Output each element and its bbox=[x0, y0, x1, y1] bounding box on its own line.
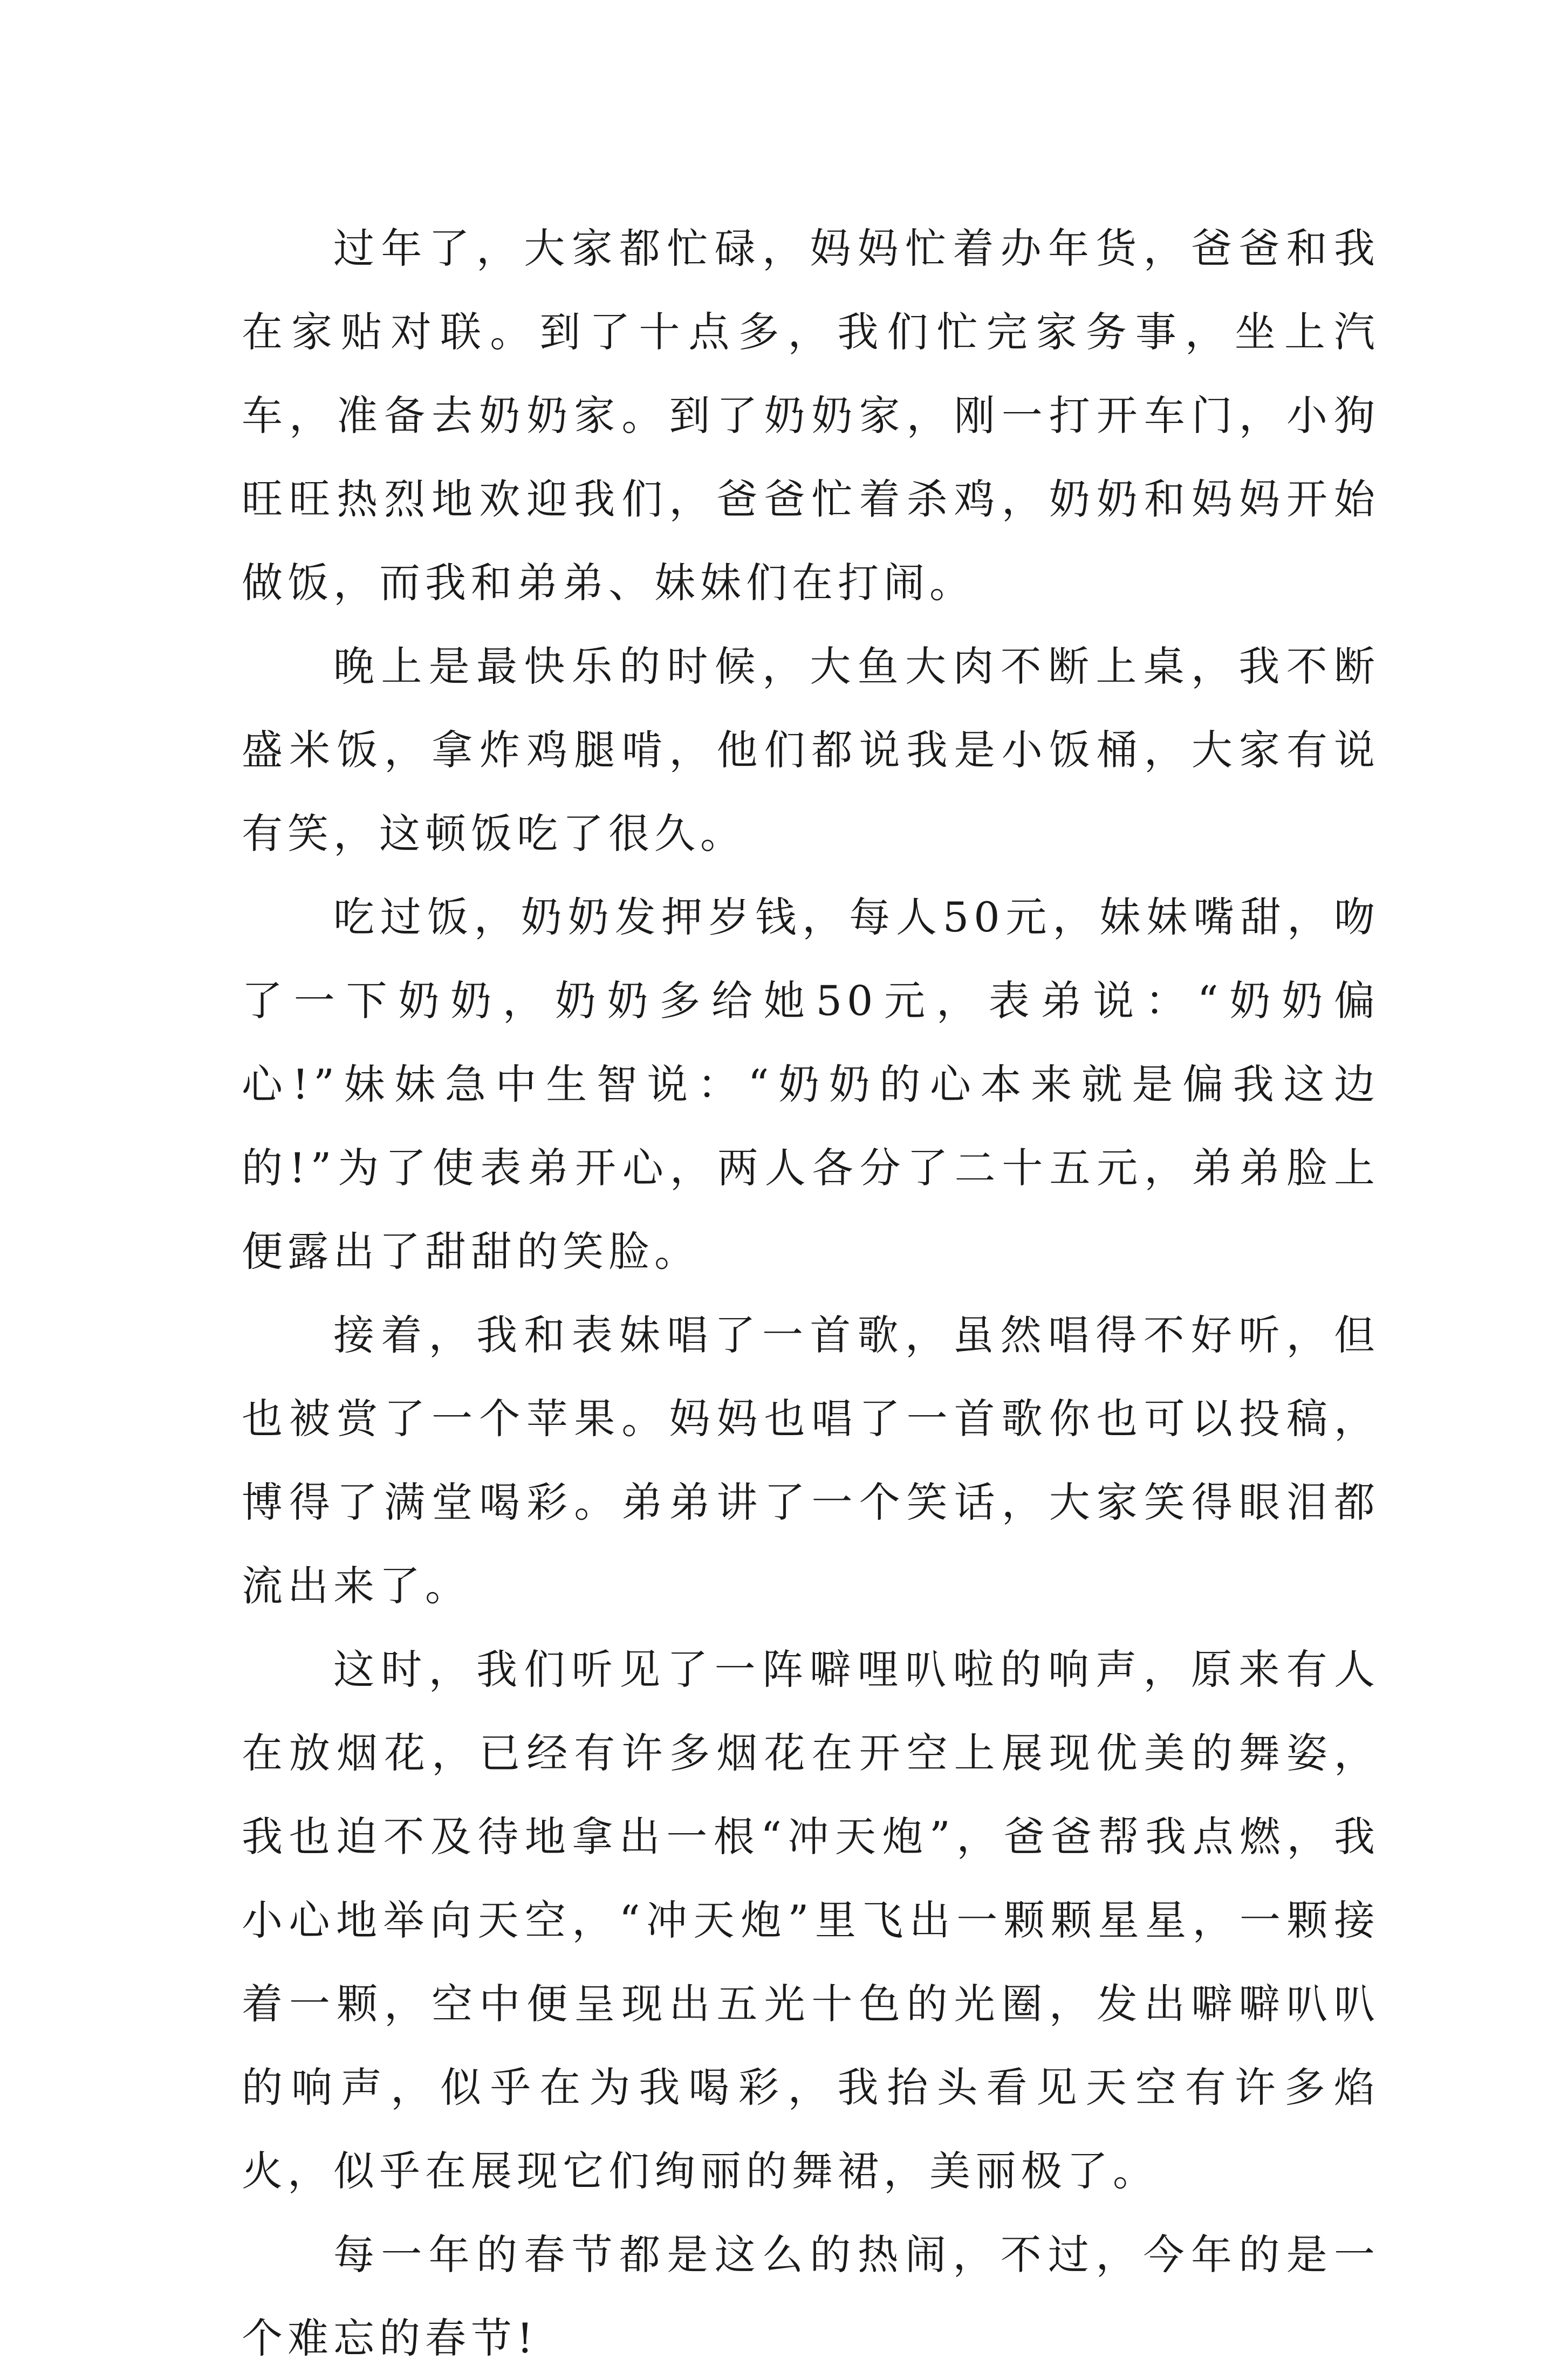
document-body bbox=[242, 207, 1380, 2380]
paragraph-1: 过年了，大家都忙碌，妈妈忙着办年货，爸爸和我在家贴对联。到了十点多，我们忙完家务事，坐上汽车，准备去奶奶家。到了奶奶家，刚一打开车门，小狗旺旺热烈地欢迎我们，爸爸忙着杀鸡，奶奶和妈妈开始做饭，而我和弟弟、妹妹们在打闹。 bbox=[242, 224, 1380, 607]
paragraph-5: 这时，我们听见了一阵噼哩叭啦的响声，原来有人在放烟花，已经有许多烟花在开空上展现优美的舞姿，我也迫不及待地拿出一根“冲天炮”，爸爸帮我点燃，我小心地举向天空，“冲天炮”里飞出一颗颗星星，一颗接着一颗，空中便呈现出五光十色的光圈，发出噼噼叭叭的响声，似乎在为我喝彩，我抬头看见天空有许多焰火，似乎在展现它们绚丽的舞裙，美丽极了。 bbox=[242, 1645, 1380, 2195]
paragraph-3: 吃过饭，奶奶发押岁钱，每人50元，妹妹嘴甜，吻了一下奶奶，奶奶多给她50元，表弟说：“奶奶偏心!”妹妹急中生智说：“奶奶的心本来就是偏我这边的!”为了使表弟开心，两人各分了二十五元，弟弟脸上便露出了甜甜的笑脸。 bbox=[242, 893, 1380, 1275]
paragraph-6: 每一年的春节都是这么的热闹，不过，今年的是一个难忘的春节! bbox=[242, 2231, 1380, 2362]
paragraph-4: 接着，我和表妹唱了一首歌，虽然唱得不好听，但也被赏了一个苹果。妈妈也唱了一首歌你也可以投稿，博得了满堂喝彩。弟弟讲了一个笑话，大家笑得眼泪都流出来了。 bbox=[242, 1311, 1380, 1610]
paragraph-2: 晚上是最快乐的时候，大鱼大肉不断上桌，我不断盛米饭，拿炸鸡腿啃，他们都说我是小饭桶，大家有说有笑，这顿饭吃了很久。 bbox=[242, 642, 1380, 858]
